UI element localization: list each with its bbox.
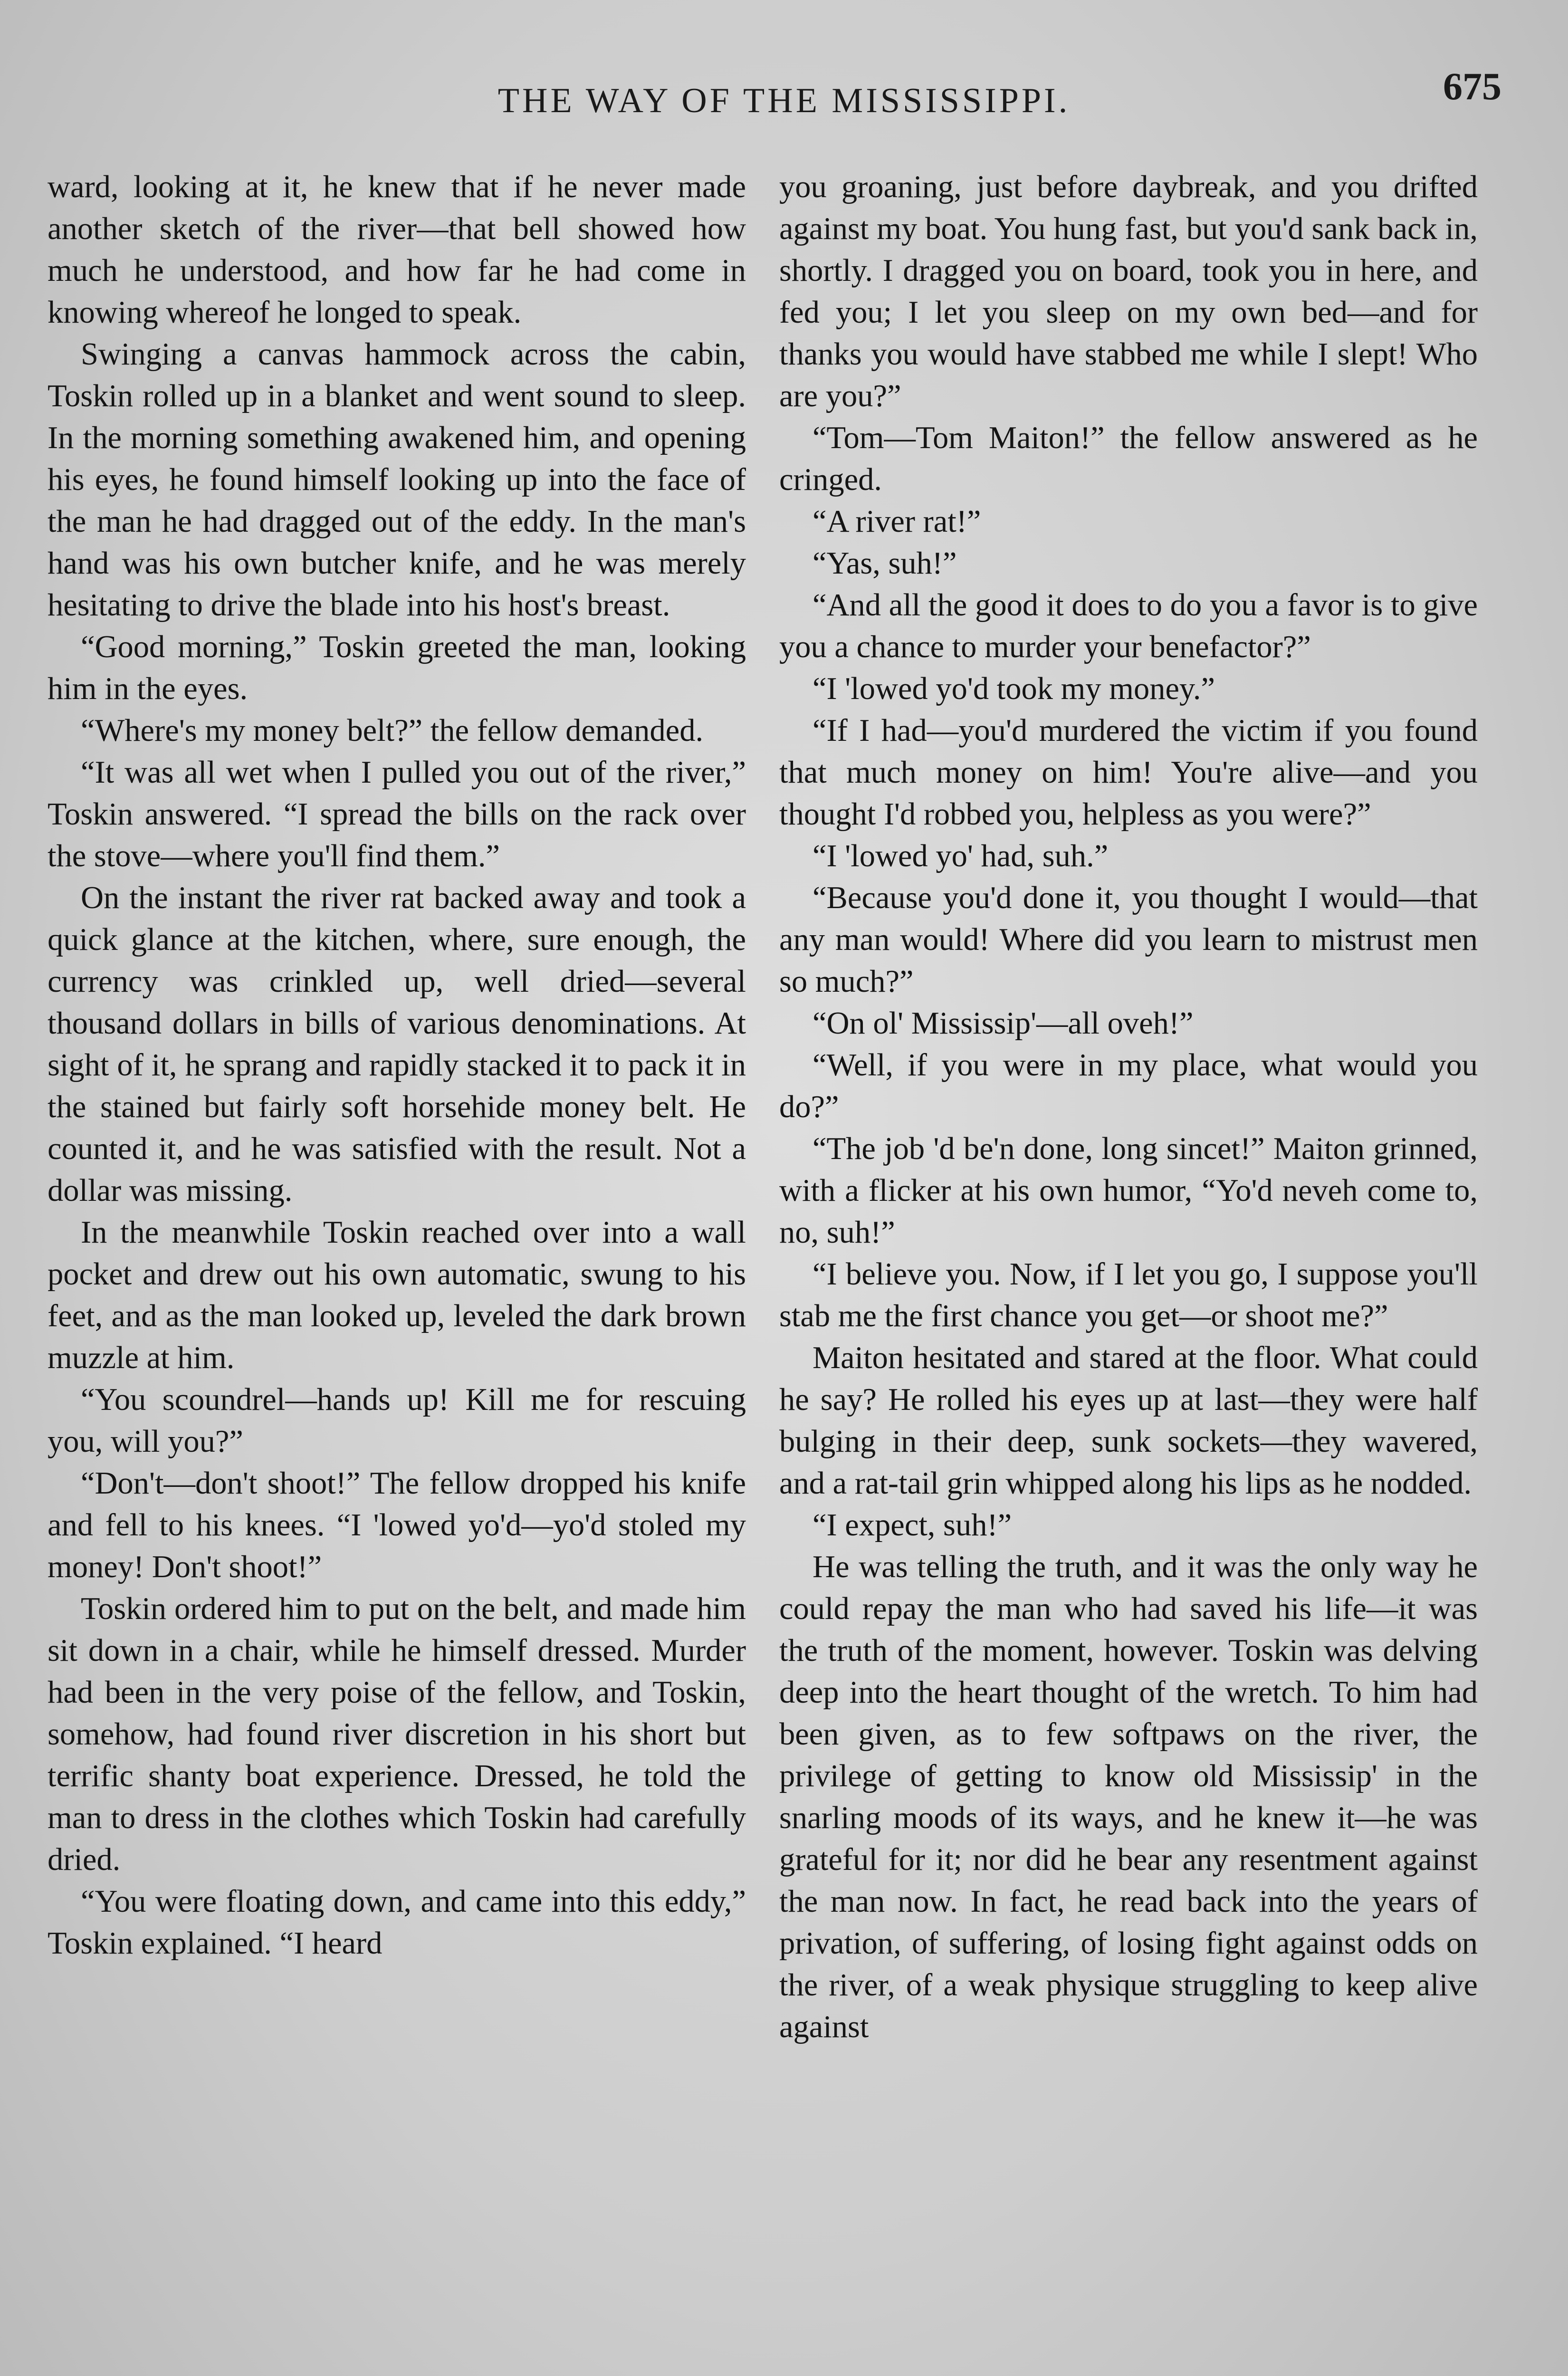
page-number: 675 [1443,65,1501,108]
paragraph: “The job 'd be'n done, long sincet!” Maiton grinned, with a flicker at his own humor, “Yo'd neveh come to, no, suh!” [779,1131,1478,1250]
paragraph: “And all the good it does to do you a favor is to give you a chance to murder your benefactor?” [779,588,1478,664]
paragraph: “Good morning,” Toskin greeted the man, looking him in the eyes. [48,630,746,706]
paragraph: “You scoundrel—hands up! Kill me for rescuing you, will you?” [48,1382,746,1459]
paragraph: In the meanwhile Toskin reached over into a wall pocket and drew out his own automatic, swung to his feet, and as the man looked up, leveled the dark brown muzzle at him. [48,1215,746,1375]
paragraph: On the instant the river rat backed away and took a quick glance at the kitchen, where, sure enough, the currency was crinkled up, well dried—several thousand dollars in bills of various denominations. At sight of it, he sprang and rapidly stacked it to pack it in the stained but fairly soft horsehide money belt. He counted it, and he was satisfied with the result. Not a dollar was missing. [48,881,746,1208]
paragraph: “I 'lowed yo' had, suh.” [813,839,1109,873]
paragraph: ward, looking at it, he knew that if he never made another sketch of the river—that bell showed how much he understood, and how far he had come in knowing whereof he longed to speak. [48,170,746,330]
paragraph: “Where's my money belt?” the fellow demanded. [81,713,704,748]
paragraph: “I 'lowed yo'd took my money.” [813,671,1215,706]
paragraph: “Well, if you were in my place, what would you do?” [779,1048,1478,1124]
right-column [779,166,1478,2376]
paragraph: “I expect, suh!” [813,1508,1012,1542]
paragraph: “Don't—don't shoot!” The fellow dropped his knife and fell to his knees. “I 'lowed yo'd—yo'd stoled my money! Don't shoot!” [48,1466,746,1584]
paragraph: He was telling the truth, and it was the only way he could repay the man who had saved his life—it was the truth of the moment, however. Toskin was delving deep into the heart thought of the wretch. To him had been given, as to few softpaws on the river, the privilege of getting to know old Mississip' in the snarling moods of its ways, and he knew it—he was grateful for it; nor did he bear any resentment against the man now. In fact, he read back into the years of privation, of suffering, of losing fight against odds on the river, of a weak physique struggling to keep alive against [779,1550,1478,2044]
paragraph: “A river rat!” [813,504,981,539]
paragraph: “Yas, suh!” [813,546,957,581]
paragraph: Toskin ordered him to put on the belt, and made him sit down in a chair, while he himself dressed. Murder had been in the very poise of the fellow, and Toskin, somehow, had found river discretion in his short but terrific shanty boat experience. Dressed, he told the man to dress in the clothes which Toskin had carefully dried. [48,1591,746,1877]
paragraph: you groaning, just before daybreak, and you drifted against my boat. You hung fast, but you'd sank back in, shortly. I dragged you on board, took you in here, and fed you; I let you sleep on my own bed—and for thanks you would have stabbed me while I slept! Who are you?” [779,170,1478,413]
paragraph: “I believe you. Now, if I let you go, I suppose you'll stab me the first chance you get—or shoot me?” [779,1257,1478,1333]
paragraph: “On ol' Mississip'—all oveh!” [813,1006,1194,1041]
paragraph: Maiton hesitated and stared at the floor. What could he say? He rolled his eyes up at last—they were half bulging in their deep, sunk sockets—they wavered, and a rat-tail grin whipped along his lips as he nodded. [779,1341,1478,1501]
paragraph: “Because you'd done it, you thought I would—that any man would! Where did you learn to mistrust men so much?” [779,881,1478,999]
paragraph: “It was all wet when I pulled you out of the river,” Toskin answered. “I spread the bills on the rack over the stove—where you'll find them.” [48,755,746,873]
paragraph: “Tom—Tom Maiton!” the fellow answered as he cringed. [779,421,1478,497]
paragraph: Swinging a canvas hammock across the cabin, Toskin rolled up in a blanket and went sound to sleep. In the morning something awakened him, and opening his eyes, he found himself looking up into the face of the man he had dragged out of the eddy. In the man's hand was his own butcher knife, and he was merely hesitating to drive the blade into his host's breast. [48,337,746,623]
running-head: THE WAY OF THE MISSISSIPPI. [497,81,1071,120]
paragraph: “If I had—you'd murdered the victim if you found that much money on him! You're alive—and you thought I'd robbed you, helpless as you were?” [779,713,1478,832]
paragraph: “You were floating down, and came into this eddy,” Toskin explained. “I heard [48,1884,746,1961]
left-column [48,166,746,2376]
